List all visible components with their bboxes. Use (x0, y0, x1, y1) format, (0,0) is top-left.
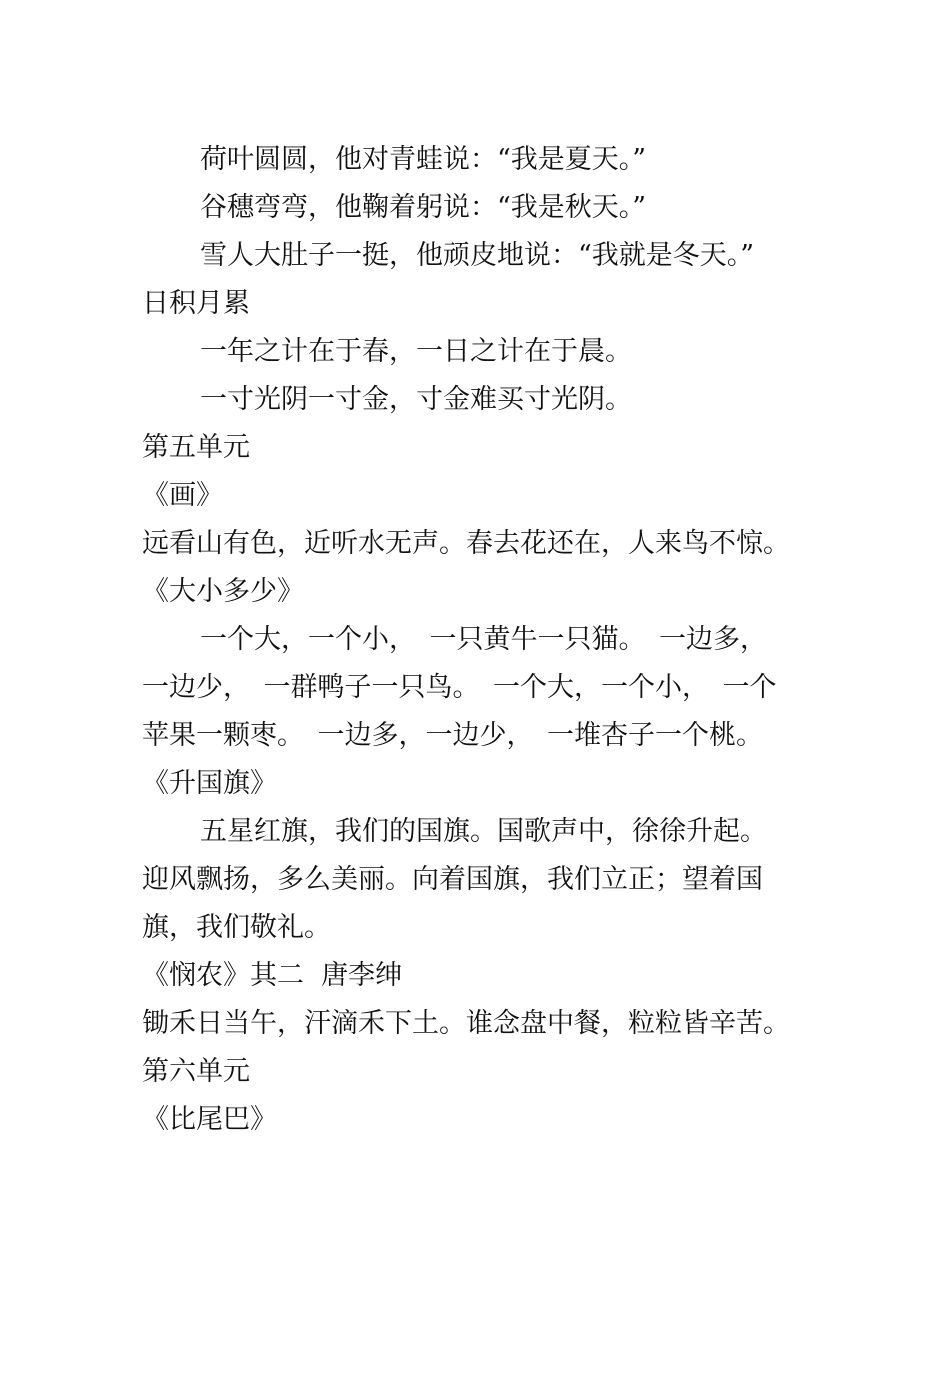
lesson-title-flag: 《升国旗》 (142, 768, 277, 799)
lesson-title-size-quantity: 《大小多少》 (142, 576, 304, 607)
poem-farmer-text: 锄禾日当午，汗滴禾下土。谁念盘中餐，粒粒皆辛苦。 (142, 1008, 790, 1039)
section-heading-accumulation: 日积月累 (142, 288, 250, 319)
poem-line-summer: 荷叶圆圆，他对青蛙说：“我是夏天。” (200, 144, 647, 175)
proverb-line-1: 一年之计在于春，一日之计在于晨。 (200, 336, 632, 367)
size-quantity-line-2: 一边少， 一群鸭子一只鸟。 一个大，一个小， 一个 (142, 672, 777, 703)
poem-painting-text: 远看山有色，近听水无声。春去花还在，人来鸟不惊。 (142, 528, 790, 559)
document-page (142, 136, 822, 1144)
flag-line-2: 迎风飘扬，多么美丽。向着国旗，我们立正；望着国 (142, 864, 763, 895)
proverb-line-2: 一寸光阴一寸金，寸金难买寸光阴。 (200, 384, 632, 415)
lesson-title-farmer: 《悯农》其二 唐李绅 (142, 960, 403, 991)
size-quantity-line-1: 一个大，一个小， 一只黄牛一只猫。 一边多， (200, 624, 767, 655)
unit-heading-five: 第五单元 (142, 432, 250, 463)
lesson-title-tails: 《比尾巴》 (142, 1104, 277, 1135)
poem-line-autumn: 谷穗弯弯，他鞠着躬说：“我是秋天。” (200, 192, 647, 223)
poem-line-winter: 雪人大肚子一挺，他顽皮地说：“我就是冬天。” (200, 240, 755, 271)
unit-heading-six: 第六单元 (142, 1056, 250, 1087)
lesson-title-painting: 《画》 (142, 480, 223, 511)
size-quantity-line-3: 苹果一颗枣。 一边多，一边少， 一堆杏子一个桃。 (142, 720, 763, 751)
flag-line-3: 旗，我们敬礼。 (142, 912, 331, 943)
flag-line-1: 五星红旗，我们的国旗。国歌声中，徐徐升起。 (200, 816, 767, 847)
